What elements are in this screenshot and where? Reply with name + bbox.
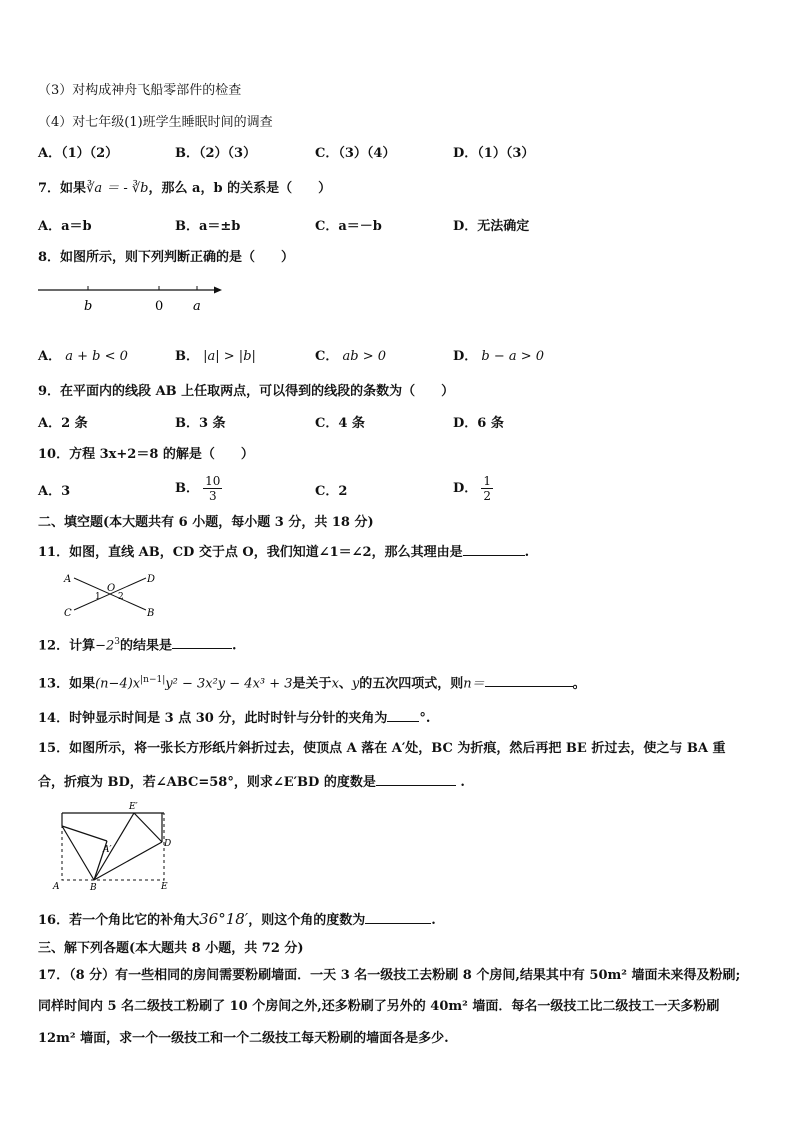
- label-angle-1: 1: [95, 592, 101, 602]
- q6-item4: （4）对七年级(1)班学生睡眠时间的调查: [38, 115, 273, 130]
- q17-line1: [38, 967, 740, 985]
- q14-number: 14．: [38, 711, 70, 726]
- section-2-heading: 二、填空题(本大题共有 6 小题，每小题 3 分，共 18 分): [38, 515, 374, 530]
- q17-line3: 12m² 墙面，求一个一级技工和一个二级技工每天粉刷的墙面各是多少.: [38, 1031, 449, 1046]
- q8-label-b: B．: [175, 349, 199, 364]
- q10-text: 方程 3x+2＝8 的解是（ ）: [69, 447, 254, 462]
- q9-number: 9．: [38, 384, 61, 399]
- label-B: B: [147, 608, 155, 618]
- label-D: D: [147, 574, 156, 585]
- q12-period: .: [232, 638, 237, 654]
- q7-text-a: 如果: [60, 181, 87, 196]
- label-E: E: [161, 882, 168, 892]
- segment-be-prime: [94, 813, 134, 880]
- q13-exponent: |n−1|: [140, 675, 166, 685]
- q11-intersecting-lines-figure: [62, 572, 162, 618]
- q8-math-a: a + b < 0: [65, 349, 128, 364]
- q16-period: .: [431, 913, 436, 928]
- q7-expression: ∛a ＝ - ∛b: [86, 181, 149, 196]
- q16-number: 16．: [38, 913, 70, 928]
- q6-option-b[interactable]: B．（2）（3）: [175, 146, 257, 161]
- q15-answer-blank[interactable]: [376, 771, 456, 786]
- fold-edge-ca: [62, 826, 107, 841]
- label-D: D: [164, 839, 172, 849]
- q8-question: [38, 249, 294, 267]
- q10-label-a: A．: [38, 484, 62, 499]
- q10-label-b: B．: [175, 481, 199, 496]
- q8-label-c: C．: [315, 349, 339, 364]
- q8-number: 8．: [38, 250, 61, 265]
- q14-degree: °.: [419, 711, 431, 726]
- q15-text-line2: 合，折痕为 BD，若∠ABC=58°，则求∠E′BD 的度数是: [38, 775, 376, 790]
- q6-option-a[interactable]: A．（1）（2）: [38, 146, 119, 161]
- segment-e-prime-d: [134, 813, 162, 842]
- q9-option-d[interactable]: D．6 条: [453, 416, 504, 431]
- q9-option-b[interactable]: B．3 条: [175, 416, 226, 431]
- q13-text-a: 如果: [69, 676, 96, 692]
- q17-number: 17．: [38, 968, 70, 983]
- number-line-arrow-icon: [214, 287, 222, 294]
- label-A: A: [53, 882, 60, 892]
- q16-text-a: 若一个角比它的补角大: [69, 913, 200, 928]
- q8-text: 如图所示，则下列判断正确的是（ ）: [60, 250, 295, 265]
- q10-value-a: 3: [61, 484, 71, 499]
- q16-angle: 36°18′: [199, 910, 249, 928]
- fold-crease-bc: [62, 826, 94, 880]
- q13-var-n: n＝: [463, 676, 485, 692]
- label-A-prime: A′: [103, 845, 112, 855]
- q10-option-d[interactable]: [453, 474, 493, 503]
- q12-number: 12．: [38, 638, 70, 654]
- label-B: B: [90, 883, 97, 892]
- q16-answer-blank[interactable]: [365, 909, 431, 924]
- q15-period: .: [455, 775, 465, 790]
- q15-text-line1: 如图所示，将一张长方形纸片斜折过去，使顶点 A 落在 A′处，BC 为折痕，然后再把 BE 折过去，使之与 BA 重: [69, 741, 726, 756]
- label-E-prime: E′: [129, 802, 138, 812]
- q10-fraction-b: $\frac{10}{3}$: [205, 474, 221, 503]
- label-b: b: [84, 299, 93, 314]
- q10-question: [38, 446, 254, 464]
- q10-fraction-d: $\frac{1}{2}$: [483, 474, 492, 503]
- q7-option-b[interactable]: B．a＝±b: [175, 219, 241, 234]
- q13-var-y: y: [351, 676, 360, 692]
- label-angle-2: 2: [118, 592, 124, 602]
- q6-option-d[interactable]: D．（1）（3）: [453, 146, 535, 161]
- q11-period: .: [524, 545, 530, 560]
- number-line-figure: [36, 280, 226, 316]
- q11-text: 如图，直线 AB，CD 交于点 O，我们知道∠1＝∠2，那么其理由是: [69, 545, 463, 560]
- q13-var-x: x: [331, 676, 339, 692]
- section-3-heading: 三、解下列各题(本大题共 8 小题，共 72 分): [38, 941, 304, 956]
- label-O: O: [107, 583, 116, 594]
- q13-text-d: 的五次四项式，则: [359, 676, 464, 692]
- label-a: a: [193, 299, 201, 314]
- q7-option-c[interactable]: C．a＝－b: [315, 219, 382, 234]
- q13-number: 13．: [38, 676, 70, 692]
- q12-text-a: 计算: [69, 638, 96, 654]
- q15-number: 15．: [38, 741, 70, 756]
- q8-option-c[interactable]: [315, 348, 386, 366]
- q11-number: 11．: [38, 545, 70, 560]
- q17-line2: 同样时间内 5 名二级技工粉刷了 10 个房间之外,还多粉刷了另外的 40m² 墙面．每名一级技工比二级技工一天多粉刷: [38, 999, 720, 1014]
- label-C: C: [64, 608, 72, 618]
- q16-text-b: ，则这个角的度数为: [248, 913, 366, 928]
- q9-option-c[interactable]: C．4 条: [315, 416, 365, 431]
- q8-option-b[interactable]: [175, 348, 256, 366]
- q7-option-a[interactable]: A．a＝b: [38, 219, 92, 234]
- q12-answer-blank[interactable]: [172, 634, 232, 649]
- q9-text: 在平面内的线段 AB 上任取两点，可以得到的线段的条数为（ ）: [60, 384, 455, 399]
- q8-label-d: D．: [453, 349, 478, 364]
- q10-option-c[interactable]: [315, 483, 347, 501]
- q15-question-line1: [38, 740, 725, 758]
- q8-option-a[interactable]: [38, 348, 128, 366]
- q10-value-c: 2: [338, 484, 348, 499]
- q10-number: 10．: [38, 447, 70, 462]
- q13-expr-head: (n−4)x: [95, 676, 141, 692]
- q15-folded-paper-figure: [50, 800, 180, 892]
- q6-item3: （3）对构成神舟飞船零部件的检查: [38, 83, 242, 98]
- q16-question: [38, 909, 436, 930]
- q7-option-d[interactable]: D．无法确定: [453, 219, 530, 234]
- q13-period: 。: [572, 676, 586, 692]
- q8-math-c: ab > 0: [342, 349, 387, 364]
- q14-question: [38, 707, 430, 728]
- q10-label-d: D．: [453, 481, 478, 496]
- q7-question: [38, 180, 331, 198]
- q8-math-d: b − a > 0: [481, 349, 545, 364]
- q13-answer-blank[interactable]: [485, 672, 573, 687]
- q12-exponent: 3: [114, 637, 121, 647]
- q9-option-a[interactable]: A．2 条: [38, 416, 88, 431]
- q6-option-c[interactable]: C．（3）（4）: [315, 146, 396, 161]
- q13-question: [38, 671, 586, 693]
- q10-label-c: C．: [315, 484, 339, 499]
- q12-expression: −2: [95, 638, 115, 654]
- q10-option-a[interactable]: [38, 483, 70, 501]
- label-A: A: [64, 574, 72, 585]
- q12-text-b: 的结果是: [120, 638, 173, 654]
- q11-question: [38, 541, 529, 562]
- q14-answer-blank[interactable]: [387, 707, 419, 722]
- q7-number: 7．: [38, 181, 61, 196]
- q11-answer-blank[interactable]: [463, 541, 525, 556]
- q15-question-line2: [38, 771, 465, 792]
- q7-text-b: ，那么 a，b 的关系是（ ）: [148, 181, 332, 196]
- q14-text: 时钟显示时间是 3 点 30 分，此时时针与分针的夹角为: [69, 711, 388, 726]
- q8-label-a: A．: [38, 349, 62, 364]
- q13-expr-rest: y² − 3x²y − 4x³ + 3: [165, 676, 293, 692]
- q13-sep: 、: [338, 676, 352, 692]
- q10-option-b[interactable]: [175, 474, 222, 503]
- label-0: 0: [155, 299, 164, 314]
- q9-question: [38, 383, 454, 401]
- q17-text-line1: （8 分）有一些相同的房间需要粉刷墙面．一天 3 名一级技工去粉刷 8 个房间,结果其中有 50m² 墙面未来得及粉刷;: [69, 968, 741, 983]
- q12-question: [38, 633, 237, 655]
- q8-math-b: |a| > |b|: [203, 349, 256, 364]
- q13-text-b: 是关于: [292, 676, 332, 692]
- q8-option-d[interactable]: [453, 348, 544, 366]
